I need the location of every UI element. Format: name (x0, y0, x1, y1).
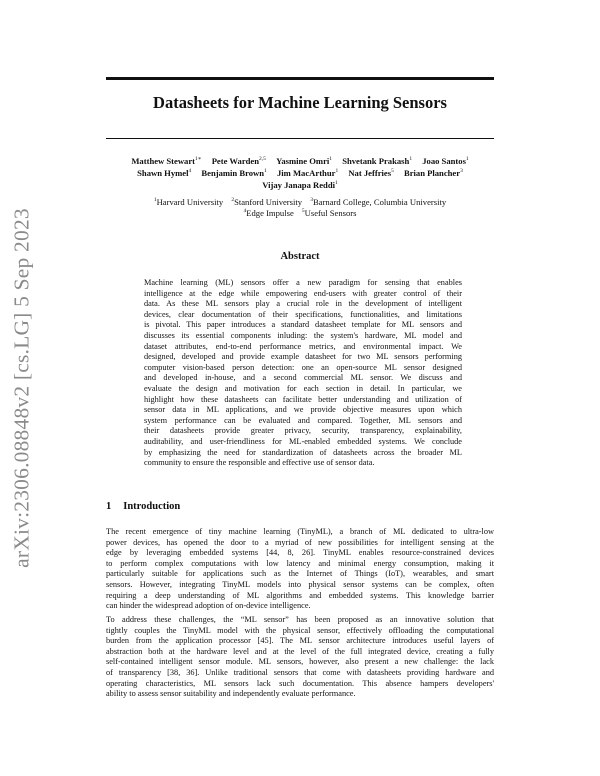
affiliation: $^3$Barnard College, Columbia University (310, 197, 447, 207)
paragraph-line: ability to assess sensor suitability and independently evaluate performance. (106, 689, 356, 699)
paragraph-line: edge by leveraging embedded systems [44, 8, 26]. TinyML enables resource-constrained devices (106, 548, 494, 558)
abstract-line: designed, developed and provide example datasheet for two ML sensors performing (144, 352, 462, 362)
affiliation: $^4$Edge Impulse (243, 208, 294, 218)
paragraph-line: to perform complex computations with low latency and minimal energy consumption, making it (106, 558, 494, 568)
abstract-line: sensor data in ML applications, and we provide objective measures upon which (144, 405, 462, 415)
abstract-line: auditability, and user-friendliness for ML-enabled embedded systems. We conclude (144, 436, 462, 446)
paragraph-line: The recent emergence of tiny machine learning (TinyML), a branch of ML dedicated to ultra-low (106, 527, 494, 536)
abstract-line: dataset attributes, end-to-end performance metrics, and environmental impact. We (144, 341, 462, 351)
abstract-line: devices, clear documentation of their specifications, functionalities, and limitations (144, 309, 462, 319)
author-list (90, 155, 510, 191)
paragraph-line: requiring a deep understanding of ML algorithms and embedded systems. This knowledge barrier (106, 590, 494, 600)
abstract-body (144, 278, 462, 469)
author: Yasmine Omri$^1$ (276, 156, 333, 166)
author: Brian Plancher$^3$ (403, 168, 463, 178)
paragraph-line: abstraction both at the hardware level and at the level of the full integrated device, creating a fully (106, 646, 494, 656)
affiliation: $^2$Stanford University (231, 197, 303, 207)
abstract-line: data. As these ML sensors play a crucial role in the development of intelligent (144, 299, 462, 309)
abstract-line: by emphasizing the need for standardization of datasheets across the broader ML (144, 447, 462, 457)
section-heading-introduction (106, 500, 180, 514)
paragraph-line: can hinder the widespread adoption of on-device intelligence. (106, 601, 311, 611)
abstract-line: system performance can be evaluated and compared. Together, ML sensors and (144, 415, 462, 425)
arxiv-identifier-text: arXiv:2306.08848v2 [cs.LG] 5 Sep 2023 (9, 208, 34, 568)
affiliation: $^1$Harvard University (153, 197, 224, 207)
arxiv-identifier-stamp (4, 198, 40, 578)
abstract-line: computer vision-based person detection: one an open-source ML sensor designed (144, 362, 462, 372)
author-row (90, 167, 510, 179)
abstract-line: evaluate the design and motivation for each section in detail. In particular, we (144, 383, 462, 393)
paragraph-line: burden from the application processor [45]. The ML sensor architecture introduces useful layers of (106, 636, 494, 646)
author-row (90, 155, 510, 167)
author: Shawn Hymel$^4$ (137, 168, 192, 178)
affiliation-row (90, 208, 510, 219)
author: Shvetank Prakash$^1$ (342, 156, 413, 166)
abstract-line: is pivotal. This paper introduces a standard datasheet template for ML sensors and (144, 320, 462, 330)
paragraph-line: self-contained intelligent sensor module. ML sensors, however, also present a new challenge: the lack (106, 657, 494, 667)
paragraph-line: tightly couples the TinyML model with the physical sensor, effectively offloading the computational (106, 625, 494, 635)
affiliation: $^5$Useful Sensors (301, 208, 357, 218)
abstract-heading: Abstract (280, 251, 320, 262)
paragraph-line: sensors. However, integrating TinyML models into physical sensor systems can be complex, often (106, 579, 494, 589)
author: Matthew Stewart$^{1∗}$ (131, 156, 202, 166)
paragraph-line: operating characteristics, ML sensors lack such documentation. This absence hampers developers' (106, 678, 494, 688)
abstract-line: and developed in-house, and a second commercial ML sensor. We discuss and (144, 373, 462, 383)
author-row (90, 179, 510, 191)
abstract-line: community to ensure the responsible and effective use of sensor data. (144, 458, 375, 468)
author: Joao Santos$^1$ (422, 156, 469, 166)
affiliation-list (90, 197, 510, 219)
intro-paragraph-1 (106, 527, 494, 612)
paragraph-line: of transparency [38, 36]. Unlike traditional sensors that come with datasheets providing hardware and (106, 667, 494, 677)
author: Pete Warden$^{2,5}$ (211, 156, 266, 166)
paper-title: Datasheets for Machine Learning Sensors (153, 93, 447, 112)
section-number: 1 (106, 501, 112, 512)
section-title: Introduction (123, 501, 181, 512)
intro-paragraph-2 (106, 615, 494, 700)
author: Vijay Janapa Reddi$^1$ (262, 180, 338, 190)
affiliation-row (90, 197, 510, 208)
paragraph-line: power devices, has opened the door to a myriad of new possibilities for intelligent sensing at the (106, 537, 494, 547)
paragraph-line: To address these challenges, the “ML sensor” has been proposed as an innovative solution that (106, 615, 494, 624)
author: Jim MacArthur$^1$ (276, 168, 339, 178)
abstract-line: highlight how these datasheets can facilitate better understanding and utilization of (144, 394, 462, 404)
abstract-line: their datasheets provide greater privacy, security, transparency, explainability, (144, 426, 462, 436)
abstract-line: discusses its essential components inluding: the system's hardware, ML model and (144, 330, 462, 340)
paragraph-line: particularly suitable for applications such as the Internet of Things (IoT), wearables, and smart (106, 569, 494, 579)
abstract-line: intelligence at the edge while empowering end-users with greater control of their (144, 288, 462, 298)
title-bottom-rule (106, 138, 494, 139)
author: Benjamin Brown$^1$ (201, 168, 267, 178)
abstract-line: Machine learning (ML) sensors offer a new paradigm for sensing that enables (144, 278, 462, 287)
author: Nat Jeffries$^5$ (348, 168, 394, 178)
title-top-rule (106, 77, 494, 80)
